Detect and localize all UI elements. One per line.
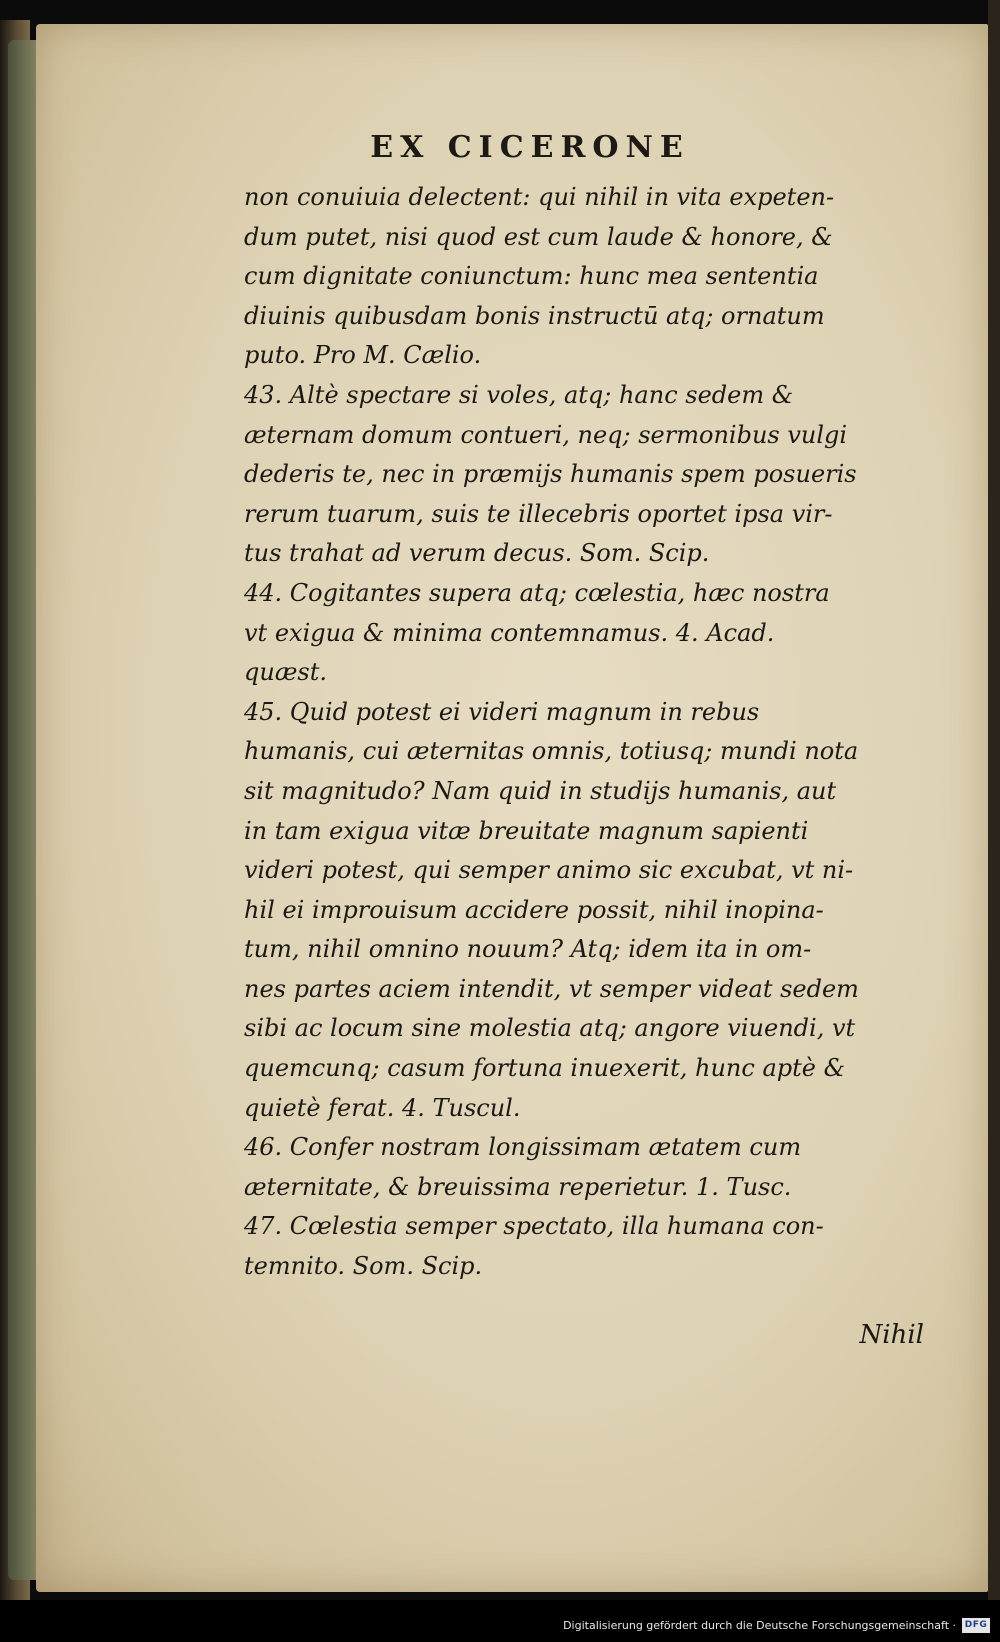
text-line: 43. Altè spectare si voles, atq; hanc sedem & (244, 380, 794, 409)
text-line: diuinis quibusdam bonis instructū atq; ornatum (244, 301, 825, 330)
text-line: rerum tuarum, suis te illecebris oportet ipsa vir- (244, 499, 833, 528)
text-line: quietè ferat. 4. Tuscul. (244, 1093, 521, 1122)
text-line: sibi ac locum sine molestia atq; angore viuendi, vt (244, 1014, 856, 1043)
text-line: in tam exigua vitæ breuitate magnum sapienti (244, 816, 809, 845)
dfg-logo-icon: DFG (962, 1618, 990, 1633)
text-line: 46. Confer nostram longissimam ætatem cum (244, 1133, 802, 1162)
book-page (36, 24, 988, 1592)
text-line: dum putet, nisi quod est cum laude & honore, & (244, 222, 833, 251)
catchword: Nihil (859, 1320, 924, 1350)
text-line: 47. Cœlestia semper spectato, illa humana con- (244, 1212, 824, 1241)
text-line: quæst. (244, 658, 327, 687)
footer-bar (0, 1600, 1000, 1642)
text-line: tus trahat ad verum decus. Som. Scip. (244, 539, 710, 568)
footer-credit: Digitalisierung gefördert durch die Deutsche Forschungsgemeinschaft · (563, 1619, 956, 1632)
text-line: æternam domum contueri, neq; sermonibus vulgi (244, 420, 848, 449)
text-line: temnito. Som. Scip. (244, 1252, 483, 1281)
text-line: vt exigua & minima contemnamus. 4. Acad. (244, 618, 775, 647)
text-line: æternitate, & breuissima reperietur. 1. Tusc. (244, 1172, 792, 1201)
text-line: hil ei improuisum accidere possit, nihil inopina- (244, 895, 824, 924)
text-line: quemcunq; casum fortuna inuexerit, hunc aptè & (244, 1054, 845, 1083)
text-line: tum, nihil omnino nouum? Atq; idem ita in om- (244, 935, 812, 964)
text-line: non conuiuia delectent: qui nihil in vita expeten- (244, 183, 835, 211)
text-line: humanis, cui æternitas omnis, totiusq; mundi nota (244, 737, 859, 766)
text-line: sit magnitudo? Nam quid in studijs humanis, aut (244, 776, 837, 805)
text-line: cum dignitate coniunctum: hunc mea sententia (244, 262, 819, 291)
text-line: 44. Cogitantes supera atq; cœlestia, hæc nostra (244, 578, 830, 607)
text-block (244, 178, 934, 1287)
text-line: puto. Pro M. Cælio. (244, 341, 482, 370)
text-line: nes partes aciem intendit, vt semper videat sedem (244, 974, 859, 1003)
running-head: EX CICERONE (370, 130, 690, 165)
text-line: dederis te, nec in præmijs humanis spem posueris (244, 460, 857, 489)
page-edge-right (988, 0, 1000, 1600)
text-line: videri potest, qui semper animo sic excubat, vt ni- (244, 856, 854, 885)
text-line: 45. Quid potest ei videri magnum in rebus (244, 697, 760, 726)
